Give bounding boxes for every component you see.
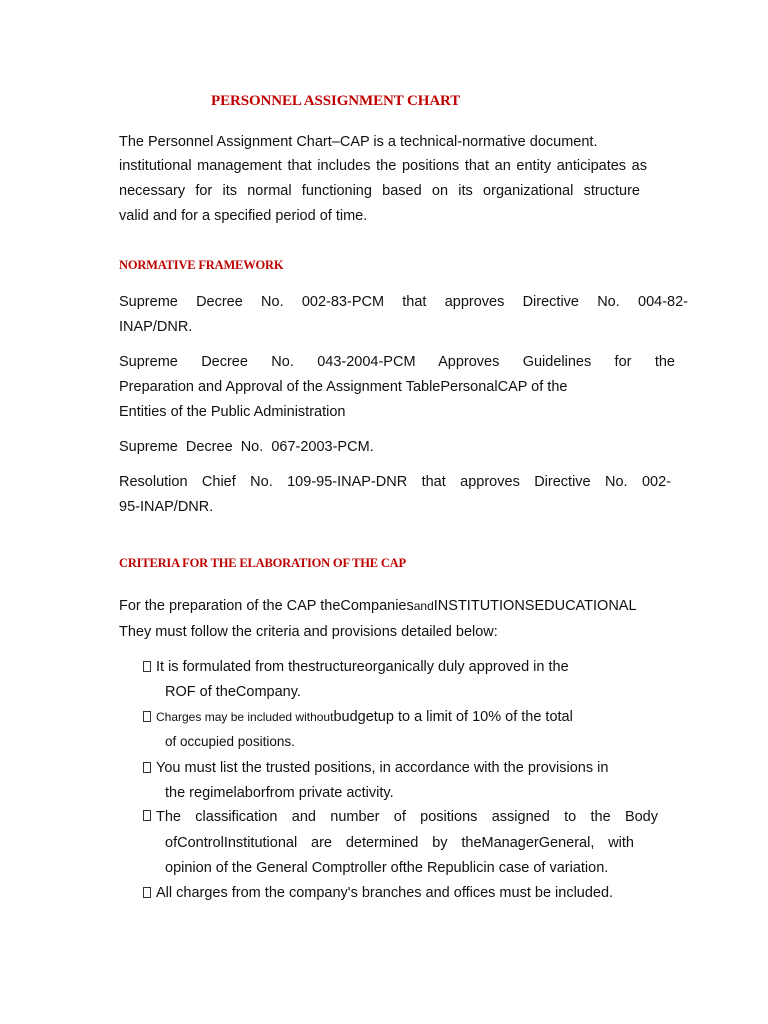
normative-heading: NORMATIVE FRAMEWORK	[119, 258, 284, 272]
normative-p3-line-1: Supreme Decree No. 067-2003-PCM.	[119, 439, 374, 455]
bullet-1-line-1	[143, 658, 569, 676]
bullet-box-icon	[143, 762, 151, 773]
bullet-3-text: You must list the trusted positions, in accordance with the provisions in	[156, 760, 609, 776]
bullet-1-line-2: ROF of theCompany.	[165, 684, 301, 700]
bullet-box-icon	[143, 661, 151, 672]
bullet-2-text-a: Charges may be included without	[156, 710, 334, 724]
bullet-1-text: It is formulated from thestructureorganically duly approved in the	[156, 659, 569, 675]
criteria-intro-line-2: They must follow the criteria and provisions detailed below:	[119, 624, 498, 640]
criteria-intro-text-c: INSTITUTIONSEDUCATIONAL	[433, 598, 637, 614]
normative-p4-line-2: 95-INAP/DNR.	[119, 499, 214, 515]
bullet-3-line-2: the regimelaborfrom private activity.	[165, 785, 394, 801]
bullet-5-line-1	[143, 884, 613, 902]
bullet-2-line-2: of occupied positions.	[165, 734, 295, 749]
intro-line-2: institutional management that includes the positions that an entity anticipates as	[119, 158, 647, 174]
bullet-2-text-b: budgetup to a limit of 10% of the total	[333, 709, 573, 725]
bullet-3-line-1	[143, 759, 608, 777]
normative-p2-line-2: Preparation and Approval of the Assignment TablePersonalCAP of the	[119, 379, 568, 395]
bullet-box-icon	[143, 810, 151, 821]
bullet-4-line-3: opinion of the General Comptroller ofthe Republicin case of variation.	[165, 860, 609, 876]
criteria-intro-line-1	[119, 597, 637, 615]
normative-p1-line-1: Supreme Decree No. 002-83-PCM that approves Directive No. 004-82-	[119, 294, 688, 310]
normative-p2-line-3: Entities of the Public Administration	[119, 404, 346, 420]
normative-p4-line-1: Resolution Chief No. 109-95-INAP-DNR that approves Directive No. 002-	[119, 474, 671, 490]
criteria-intro-text-a: For the preparation of the CAP theCompanies	[119, 598, 414, 614]
bullet-5-text: All charges from the company's branches and offices must be included.	[156, 885, 614, 901]
intro-line-1: The Personnel Assignment Chart–CAP is a technical-normative document.	[119, 134, 598, 150]
page-title: PERSONNEL ASSIGNMENT CHART	[211, 93, 461, 109]
intro-line-4: valid and for a specified period of time.	[119, 208, 368, 224]
normative-p2-line-1: Supreme Decree No. 043-2004-PCM Approves Guidelines for the	[119, 354, 675, 370]
bullet-box-icon	[143, 711, 151, 722]
bullet-4-line-1	[143, 808, 658, 826]
bullet-4-line-2: ofControlInstitutional are determined by theManagerGeneral, with	[165, 835, 634, 851]
criteria-intro-text-b: and	[413, 599, 434, 613]
bullet-4-text: The classification and number of positions assigned to the Body	[156, 809, 658, 825]
bullet-2-line-1	[143, 708, 573, 726]
bullet-box-icon	[143, 887, 151, 898]
intro-line-3: necessary for its normal functioning based on its organizational structure	[119, 183, 640, 199]
criteria-heading: CRITERIA FOR THE ELABORATION OF THE CAP	[119, 556, 406, 570]
normative-p1-line-2: INAP/DNR.	[119, 319, 193, 335]
